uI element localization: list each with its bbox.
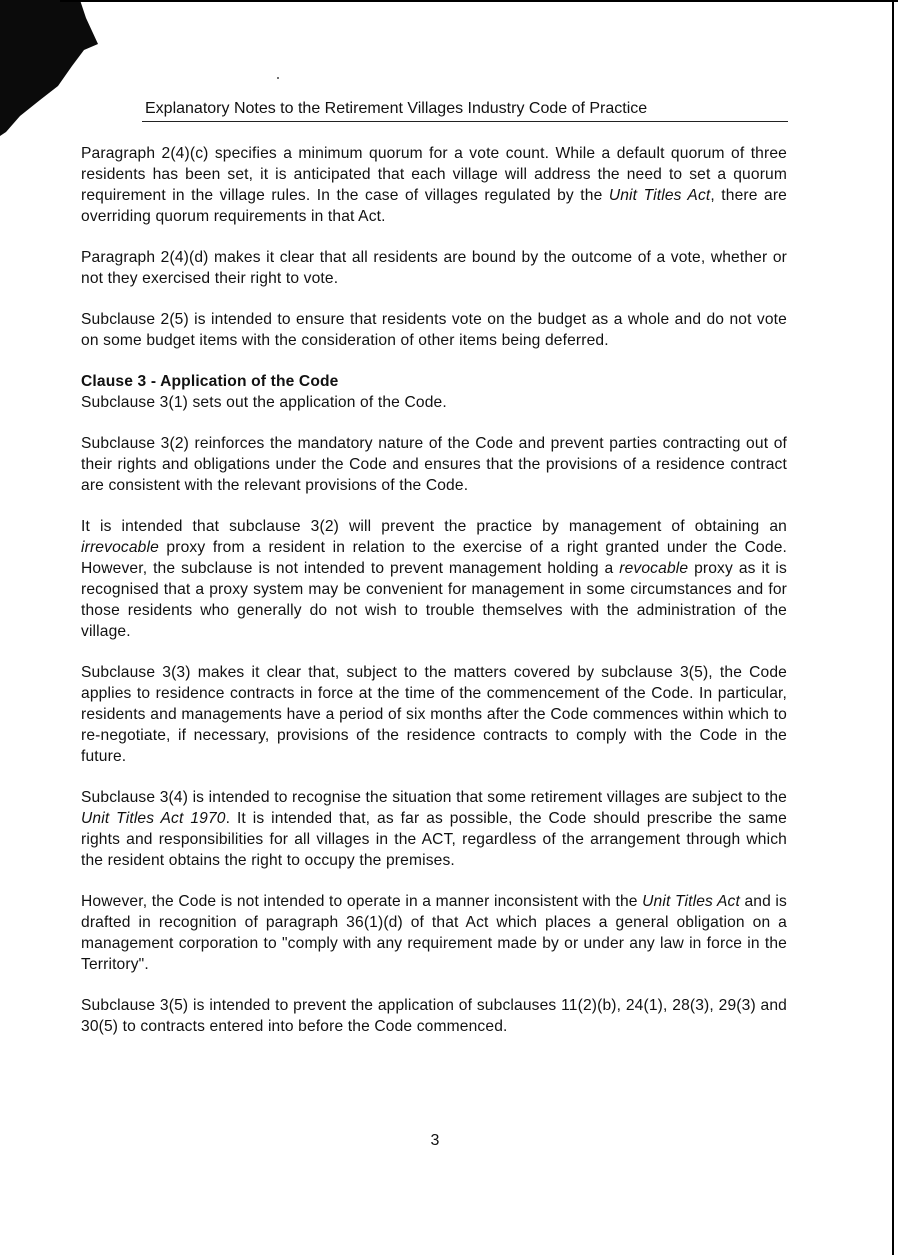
subclause-3-4 [81,787,787,871]
subclause-3-2: Subclause 3(2) reinforces the mandatory nature of the Code and prevent parties contracting out of their rights and obligations under the Code and ensures that the provisions of a residence contract are consistent with the relevant provisions of the Code. [81,435,787,494]
subclause-2-5: Subclause 2(5) is intended to ensure that residents vote on the budget as a whole and do not vote on some budget items with the consideration of other items being deferred. [81,311,787,349]
clause-3-heading: Clause 3 - Application of the Code [81,373,339,390]
proxy-paragraph [81,516,787,642]
text: and is drafted in recognition of paragraph 36(1)(d) of that Act which places a general obligation on a management corporation to "comply with any requirement made by or under any law in force in the Territory". [81,893,787,973]
text: proxy from a resident in relation to the exercise of a right granted under the Code. However, the subclause is not intended to prevent management holding a [81,539,787,577]
text: . It is intended that, as far as possible, the Code should prescribe the same rights and responsibilities for all villages in the ACT, regardless of the arrangement through which the resident obtains the right to occupy the premises. [81,810,787,869]
act-title: Unit Titles Act [608,187,711,204]
paragraph-2-4-d: Paragraph 2(4)(d) makes it clear that all residents are bound by the outcome of a vote, whether or not they exercised their right to vote. [81,249,787,287]
scan-top-edge [60,0,898,2]
text: Subclause 3(4) is intended to recognise the situation that some retirement villages are subject to the [81,789,787,806]
text: However, the Code is not intended to operate in a manner inconsistent with the [81,893,643,910]
emphasis: irrevocable [81,539,159,556]
subclause-3-3: Subclause 3(3) makes it clear that, subject to the matters covered by subclause 3(5), the Code applies to residence contracts in force at the time of the commencement of the Code. In particular, residents and managements have a period of six months after the Code commences within which to re-negotiate, if necessary, provisions of the residence contracts to comply with the Code in the future. [81,664,787,765]
scan-right-edge [892,0,894,1255]
document-body [81,143,787,1057]
text: , there are overriding quorum requirements in that Act. [81,187,787,225]
scan-speck [277,77,279,79]
unit-titles-paragraph [81,891,787,975]
subclause-3-5: Subclause 3(5) is intended to prevent the application of subclauses 11(2)(b), 24(1), 28(3), 29(3) and 30(5) to contracts entered into before the Code commenced. [81,997,787,1035]
header-rule [142,121,788,122]
page-header: Explanatory Notes to the Retirement Villages Industry Code of Practice [145,100,648,117]
text: Paragraph 2(4)(c) specifies a minimum quorum for a vote count. While a default quorum of three residents has been set, it is anticipated that each village will address the need to set a quorum requirement in the village rules. In the case of villages regulated by the [81,145,787,204]
text: It is intended that subclause 3(2) will prevent the practice by management of obtaining an [81,518,787,535]
act-title: Unit Titles Act [642,893,740,910]
scan-corner-mark [0,0,100,140]
subclause-3-1: Subclause 3(1) sets out the application of the Code. [81,394,447,411]
text: proxy as it is recognised that a proxy system may be convenient for management in some circumstances and for those residents who generally do not wish to trouble themselves with the administration of the village. [81,560,787,640]
paragraph-2-4-c [81,143,787,227]
page-number: 3 [430,1132,440,1149]
emphasis: revocable [619,560,689,577]
act-title: Unit Titles Act 1970 [81,810,226,827]
